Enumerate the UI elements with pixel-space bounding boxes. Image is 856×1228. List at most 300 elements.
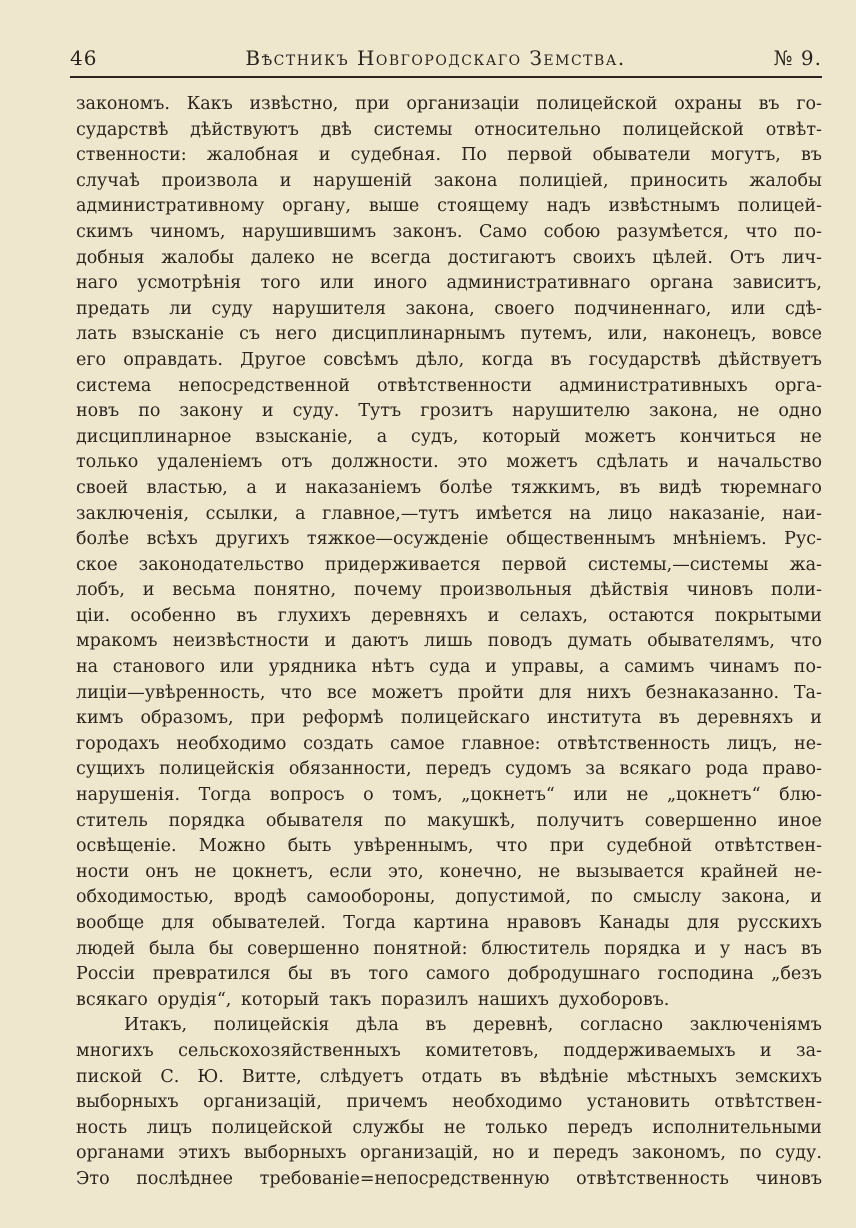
word: почему (353, 580, 422, 601)
word: мнѣніемъ. (672, 529, 767, 550)
word: понятно, (253, 580, 337, 601)
word: могутъ, (710, 145, 781, 166)
word: нравовъ (506, 913, 582, 933)
word: насъ (743, 938, 788, 959)
word: заключеніямъ (689, 1015, 822, 1036)
word: смыслу (632, 887, 702, 908)
word: передъ (425, 759, 492, 780)
word: мѣстныхъ (626, 1066, 717, 1087)
word: поддерживаемыхъ (563, 1040, 736, 1061)
word: не (737, 401, 760, 422)
word: первой (507, 145, 573, 166)
text-line (76, 1013, 822, 1039)
word: ственности: (76, 145, 187, 166)
word: наказаніе, (668, 503, 766, 524)
word: охраны (674, 94, 742, 114)
word: иного (373, 273, 428, 294)
article-text (76, 92, 822, 1193)
word: иное (777, 810, 822, 831)
word: такъ (329, 989, 372, 1010)
word: совсѣмъ (323, 349, 399, 370)
word: этихъ (178, 1143, 231, 1164)
word: обязанности, (288, 759, 412, 780)
word: неизвѣстности (172, 631, 310, 652)
word: послѣднее (136, 1168, 234, 1189)
word: самообороны, (306, 887, 436, 908)
word: система (76, 375, 152, 396)
text-line (76, 732, 822, 758)
word: управы, (511, 657, 585, 678)
text-line (76, 629, 822, 655)
word: что (280, 682, 313, 703)
word: Рус- (784, 529, 822, 550)
word: по- (793, 657, 822, 678)
word: вообще (76, 913, 145, 933)
word: полицейскаго (400, 708, 530, 729)
word: въ (800, 145, 822, 166)
word: деревняхъ (371, 605, 468, 626)
word: удаленіемъ (157, 452, 263, 473)
word: что (745, 221, 778, 242)
word: полицейскія (213, 1015, 330, 1036)
word: организацій, (359, 1143, 479, 1164)
word: вѣдѣніе (539, 1066, 609, 1087)
text-line (76, 271, 822, 297)
text-line (76, 809, 822, 835)
word: зависитъ, (732, 273, 822, 294)
word: передъ (567, 1117, 633, 1138)
word: должности. (331, 452, 439, 473)
word: полицейской (211, 1117, 333, 1138)
word: нашихъ (477, 989, 549, 1010)
word: Канады (598, 913, 670, 933)
word: покрытыми (714, 605, 822, 626)
word: закона, (649, 401, 719, 422)
word: на (76, 657, 99, 678)
word: относительно (474, 119, 601, 140)
word: не- (794, 861, 822, 882)
word: выборныхъ (243, 1143, 347, 1164)
word: особенно (130, 605, 217, 626)
word: суду. (292, 401, 340, 422)
word: передъ (553, 1143, 619, 1164)
word: въ (619, 477, 641, 498)
word: по (739, 1143, 762, 1164)
word: выше (368, 196, 420, 217)
word: Россіи (76, 964, 136, 985)
text-line (76, 962, 822, 988)
word: освѣщеніе. (76, 836, 177, 857)
word: всѣхъ (146, 529, 198, 550)
word: Тогда (198, 785, 252, 806)
word: за- (796, 1040, 822, 1061)
word: всякаго (619, 759, 692, 780)
word: отвѣтственность (557, 733, 710, 754)
word: сдѣлать (596, 452, 669, 473)
word: быть (287, 836, 332, 857)
text-line (76, 194, 822, 220)
word: нарушителя (272, 298, 387, 319)
word: томъ, (392, 785, 443, 806)
word: общественнымъ (506, 529, 656, 550)
word: института (547, 708, 642, 729)
word: своихъ (572, 247, 636, 268)
word: допустимой, (455, 887, 572, 908)
word: деревнѣ, (473, 1015, 554, 1036)
word: увѣреннымъ, (353, 836, 474, 857)
word: цокнетъ, (232, 861, 314, 882)
word: Это (76, 1168, 110, 1189)
word: службы (352, 1117, 425, 1138)
word: необходимо (176, 733, 287, 754)
running-header (70, 44, 822, 72)
word: органа (649, 273, 714, 294)
word: отъ (281, 452, 313, 473)
word: господина (657, 964, 754, 985)
word: нихъ (586, 682, 632, 703)
word: по (138, 401, 161, 422)
word: По (461, 145, 487, 166)
word: ссылки, (205, 503, 279, 524)
word: предать (76, 298, 150, 319)
word: остаются (608, 605, 695, 626)
word: надъ (546, 196, 591, 217)
word: картина (413, 913, 490, 933)
word: дисциплинарное (76, 426, 232, 447)
word: отвѣт- (765, 119, 822, 140)
word: случаѣ (76, 170, 140, 191)
word: можетъ (584, 426, 656, 447)
text-line (76, 399, 822, 425)
word: была (148, 938, 195, 959)
word: одно (778, 401, 822, 422)
word: ли (169, 298, 192, 319)
word: не (538, 861, 561, 882)
word: законъ. (392, 221, 463, 242)
word: глухихъ (277, 605, 351, 626)
word: скимъ (76, 221, 134, 242)
word: поразилъ (380, 989, 469, 1010)
word: не (443, 1117, 466, 1138)
word: отвѣтствен- (714, 836, 822, 857)
word: жа- (789, 554, 822, 575)
word: порядка (168, 810, 246, 831)
word: тюремнаго (720, 477, 822, 498)
word: не (331, 247, 354, 268)
word: по- (793, 221, 822, 242)
word: бы (208, 938, 234, 959)
word: полицей- (737, 196, 822, 217)
word: людей (76, 938, 136, 959)
word: совершенно (644, 810, 757, 831)
word: что (790, 631, 822, 652)
word: крайней (700, 861, 779, 882)
text-line (76, 578, 822, 604)
word: наи- (782, 503, 822, 524)
word: или, (607, 324, 648, 345)
word: судъ, (410, 426, 459, 447)
text-line (76, 297, 822, 323)
word: чиновъ (755, 1168, 822, 1189)
text-line (76, 1141, 822, 1167)
word: наказаніемъ (305, 477, 422, 498)
word: произвола (161, 170, 259, 191)
word: дѣйствуетъ (718, 349, 822, 370)
word: орудія“, (157, 989, 232, 1010)
word: не- (794, 733, 822, 754)
word: того (260, 273, 301, 294)
text-line (76, 885, 822, 911)
word: суду. (775, 1143, 822, 1164)
word: самимъ (624, 657, 695, 678)
word: него (275, 324, 317, 345)
text-line (76, 118, 822, 144)
word: лать (76, 324, 117, 345)
word: нѣтъ (371, 657, 415, 678)
word: только (76, 452, 139, 473)
text-line (76, 169, 822, 195)
word: и (318, 145, 331, 166)
text-line (76, 911, 822, 937)
word: другихъ (215, 529, 290, 550)
word: пиской (76, 1066, 143, 1087)
word: для (161, 913, 195, 933)
text-line (76, 246, 822, 272)
word: вродѣ (233, 887, 287, 908)
word: тяжкое—осужденіе (306, 529, 489, 550)
word: духоборовъ. (558, 989, 670, 1010)
word: даютъ (351, 631, 409, 652)
word: полицейскія (159, 759, 275, 780)
word: закона, (721, 887, 791, 908)
word: нарушенія. (76, 785, 181, 806)
word: главное,—тутъ (322, 503, 460, 524)
word: жалобная (206, 145, 299, 166)
word: суду (211, 298, 253, 319)
word: чинамъ (709, 657, 780, 678)
word: лич- (781, 247, 822, 268)
text-line (76, 220, 822, 246)
word: думать (567, 631, 632, 652)
word: того (368, 964, 409, 985)
word: деревняхъ (696, 708, 794, 729)
word: Витте, (241, 1066, 302, 1087)
word: комитетовъ, (425, 1040, 539, 1061)
word: поводъ (487, 631, 553, 652)
word: совершенно (247, 938, 360, 959)
word: русскихъ (737, 913, 822, 933)
word: организацій, (203, 1092, 322, 1113)
word: въ (658, 708, 680, 729)
word: полицейской (536, 94, 658, 114)
word: вызывается (576, 861, 685, 882)
word: полиціей, (519, 170, 609, 191)
word: наго (76, 273, 118, 294)
word: жалобы (161, 247, 234, 268)
word: извѣстнымъ (608, 196, 720, 217)
word: приносить (630, 170, 728, 191)
word: го- (796, 94, 822, 114)
word: Отъ (729, 247, 765, 268)
word: реформѣ (302, 708, 384, 729)
word: закону (179, 401, 243, 422)
word: въ (330, 964, 352, 985)
word: закона, (405, 298, 475, 319)
word: въ (500, 1066, 522, 1087)
text-line (76, 348, 822, 374)
word: Та- (793, 682, 822, 703)
word: властью, (146, 477, 228, 498)
word: судебная. (350, 145, 442, 166)
word: и (142, 580, 155, 601)
word: на (569, 503, 592, 524)
word: путемъ, (520, 324, 593, 345)
word: и (527, 1143, 540, 1164)
word: сударствѣ (76, 119, 169, 140)
text-line (76, 450, 822, 476)
word: подчиненнаго, (574, 298, 712, 319)
word: отвѣтствен- (714, 1092, 822, 1113)
word: „цокнетъ“ (461, 785, 555, 806)
word: ціи. (76, 605, 111, 626)
word: который (241, 989, 320, 1010)
word: первой (501, 554, 567, 575)
word: блю- (779, 785, 822, 806)
word: административныхъ (558, 375, 748, 396)
word: тяжкимъ, (511, 477, 601, 498)
word: нарушителю (512, 401, 631, 422)
word: государствѣ (588, 349, 701, 370)
word: весьма (172, 580, 236, 601)
word: и (810, 708, 822, 729)
word: сдѣ- (784, 298, 822, 319)
text-line (76, 834, 822, 860)
word: административному (76, 196, 265, 217)
word: ности (76, 861, 130, 882)
word: лишь (423, 631, 473, 652)
word: органами (76, 1143, 165, 1164)
word: за (585, 759, 606, 780)
word: Тогда (343, 913, 396, 933)
word: закономъ, (632, 1143, 726, 1164)
word: Тутъ (358, 401, 402, 422)
word: взысканіе (131, 324, 224, 345)
word: исполнительными (652, 1117, 822, 1138)
word: или (730, 298, 766, 319)
word: добныя (76, 247, 145, 268)
word: произвольныя (439, 580, 573, 601)
word: судомъ (505, 759, 572, 780)
word: урядника (268, 657, 357, 678)
word: мракомъ (76, 631, 158, 652)
text-line (76, 1167, 822, 1193)
issue-number: № 9. (773, 46, 822, 70)
word: образомъ, (140, 708, 234, 729)
word: и (686, 452, 699, 473)
word: его (76, 349, 107, 370)
word: и (324, 631, 337, 652)
word: о (363, 785, 374, 806)
word: двѣ (320, 119, 352, 140)
word: лицо (607, 503, 653, 524)
word: наконецъ, (662, 324, 757, 345)
journal-title: Вѣстникъ Новгородскаго Земства. (245, 46, 626, 70)
text-line (76, 604, 822, 630)
word: станового (112, 657, 205, 678)
word: бы (288, 964, 313, 985)
word: и (694, 938, 707, 959)
text-line (76, 1090, 822, 1116)
word: законодательство (138, 554, 304, 575)
word: полицейской (622, 119, 744, 140)
word: сущихъ (76, 759, 146, 780)
word: онъ (145, 861, 179, 882)
word: Другое (240, 349, 306, 370)
word: и (261, 401, 274, 422)
text-line (76, 502, 822, 528)
word: болѣе (439, 477, 493, 498)
word: своего (494, 298, 555, 319)
word: или (573, 785, 608, 806)
word: новъ (76, 401, 120, 422)
word: цѣлей. (652, 247, 713, 268)
word: нарушившимъ (242, 221, 377, 242)
word: необходимо (452, 1092, 563, 1113)
word: все (326, 682, 357, 703)
word: у (719, 938, 731, 959)
word: слѣдуетъ (319, 1066, 404, 1087)
word: для (686, 913, 720, 933)
word: конечно, (439, 861, 523, 882)
word: создать (303, 733, 374, 754)
word: самое (390, 733, 445, 754)
text-line (76, 143, 822, 169)
word: селахъ, (519, 605, 588, 626)
word: Итакъ, (124, 1015, 188, 1036)
word: не (799, 426, 822, 447)
text-line (76, 860, 822, 886)
word: что (495, 836, 528, 857)
text-line (76, 783, 822, 809)
text-line (76, 527, 822, 553)
word: разумѣется, (616, 221, 729, 242)
word: закона (433, 170, 498, 191)
word: извѣстно, (249, 94, 339, 114)
word: видѣ (658, 477, 702, 498)
word: заключенія, (76, 503, 190, 524)
word: городахъ (76, 733, 160, 754)
word: обывателямъ, (647, 631, 775, 652)
word: въ (550, 349, 572, 370)
word: дѣла (355, 1015, 399, 1036)
text-line (76, 322, 822, 348)
word: лицъ (146, 1117, 192, 1138)
word: и (275, 477, 287, 498)
word: административнаго (446, 273, 631, 294)
text-line (76, 681, 822, 707)
word: и (759, 1040, 772, 1061)
text-line (76, 937, 822, 963)
word: органу, (282, 196, 351, 217)
word: только (485, 1117, 548, 1138)
text-line (76, 476, 822, 502)
word: чиновъ (686, 580, 754, 601)
word: установить (586, 1092, 690, 1113)
word: который (482, 426, 561, 447)
word: не (194, 861, 217, 882)
word: Какъ (186, 94, 233, 114)
word: нарушеній (313, 170, 413, 191)
